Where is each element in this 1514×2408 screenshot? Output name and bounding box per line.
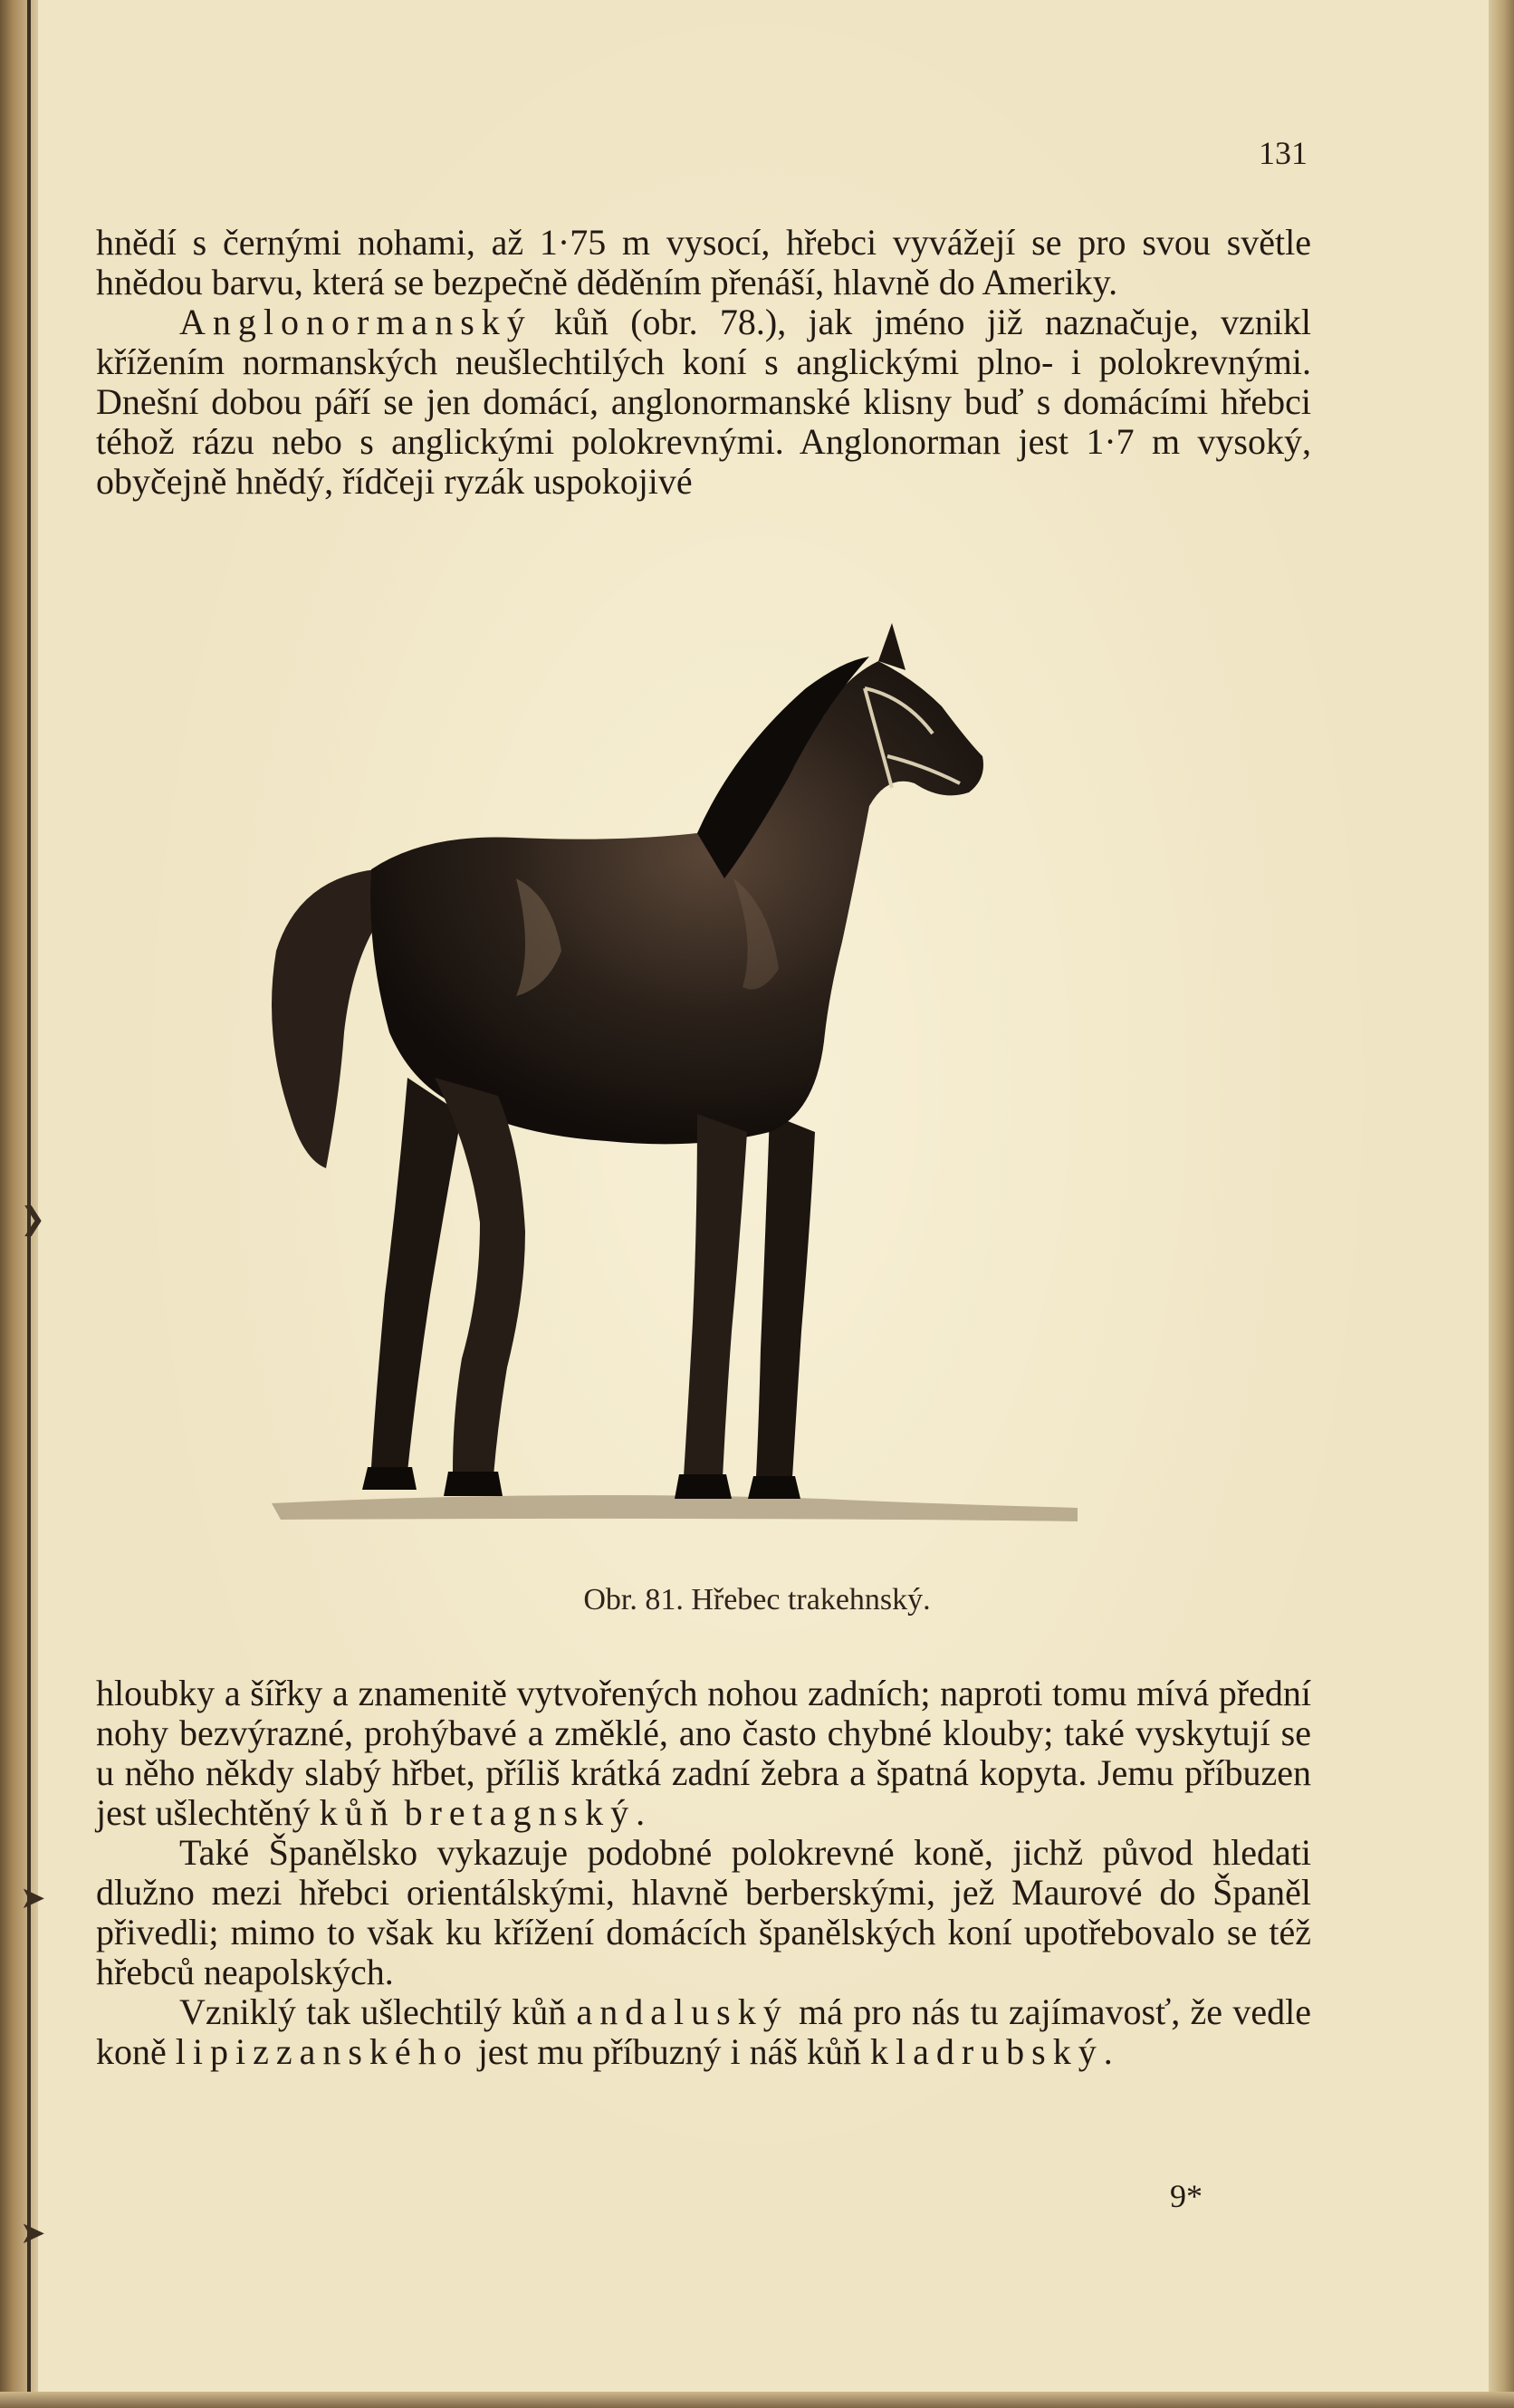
paragraph-text: kůň (obr. 78.), jak jméno již naznačuje, vznikl křížením normanských neušlechtilých koní s anglickými plno- i polokrevnými. Dnešní dobou páří se jen domácí, anglonormanské klisny buď s domácími hřebci téhož rázu nebo s anglickými polokrevnými. Anglonorman jest 1·7 m vysoký, obyčejně hnědý, řídčeji ryzák uspokojivé bbox=[96, 302, 1311, 502]
emphasized-term: lipizzanského bbox=[175, 2031, 469, 2072]
punctuation: . bbox=[1103, 2031, 1113, 2072]
paragraph-text: má pro nás tu zajímavosť, že vedle koně bbox=[96, 1991, 1311, 2072]
emphasized-term: Anglonormanský bbox=[179, 302, 532, 342]
emphasized-term: andaluský bbox=[576, 1991, 789, 2032]
paragraph bbox=[96, 1674, 1311, 1833]
punctuation: . bbox=[636, 1792, 646, 1833]
page-right-edge bbox=[1489, 0, 1514, 2408]
ground-shadow bbox=[272, 1495, 1078, 1521]
top-text-block bbox=[96, 223, 1311, 502]
horse-fore-leg-far bbox=[756, 1114, 815, 1478]
paragraph: Také Španělsko vykazuje podobné polokrevné koně, jichž původ hledati dlužno mezi hřebci orientálskými, hlavně berberskými, jež Maurové do Španěl přivedli; mimo to však ku křížení domácích španělských koní upotřebovalo se též hřebců neapolských. bbox=[96, 1832, 1311, 1992]
signature-mark: 9* bbox=[1170, 2178, 1203, 2214]
edge-mark: ➤ bbox=[20, 2217, 46, 2250]
paragraph: hnědí s černými nohami, až 1·75 m vysocí, hřebci vyvážejí se pro svou světle hnědou barvu, která se bezpečně děděním přenáší, hlavně do Ameriky. bbox=[96, 222, 1311, 302]
edge-mark: ➤ bbox=[20, 1882, 46, 1915]
emphasized-term: kůň bbox=[319, 1792, 396, 1833]
horse-hind-leg-far bbox=[371, 1078, 462, 1472]
emphasized-term: kladrubský bbox=[869, 2031, 1104, 2072]
page-bottom-edge bbox=[0, 2392, 1514, 2408]
paragraph-text: Vzniklý tak ušlechtilý kůň bbox=[179, 1991, 577, 2032]
horse-body bbox=[370, 661, 983, 1144]
page-number: 131 bbox=[1259, 135, 1308, 171]
paragraph-text: hloubky a šířky a znamenitě vytvořených nohou zadních; naproti tomu mívá přední nohy bezvýrazné, prohýbavé a změklé, ano často chybné klouby; také vyskytují se u něho někdy slabý hřbet, příliš krátká zadní žebra a špatná kopyta. Jemu příbuzen jest ušlechtěný bbox=[96, 1673, 1311, 1833]
paragraph bbox=[96, 1992, 1311, 2072]
horse-ear bbox=[878, 623, 906, 670]
paragraph bbox=[96, 302, 1311, 502]
paragraph-text: jest mu příbuzný i náš kůň bbox=[468, 2031, 870, 2072]
edge-mark: ❯ bbox=[20, 1203, 46, 1236]
horse-fore-leg-near bbox=[684, 1114, 747, 1478]
figure-caption: Obr. 81. Hřebec trakehnský. bbox=[583, 1583, 931, 1617]
emphasized-term: bretagnský bbox=[404, 1792, 637, 1833]
horse-hooves bbox=[362, 1467, 800, 1499]
horse-illustration bbox=[190, 607, 1096, 1553]
bottom-text-block bbox=[96, 1674, 1311, 2072]
